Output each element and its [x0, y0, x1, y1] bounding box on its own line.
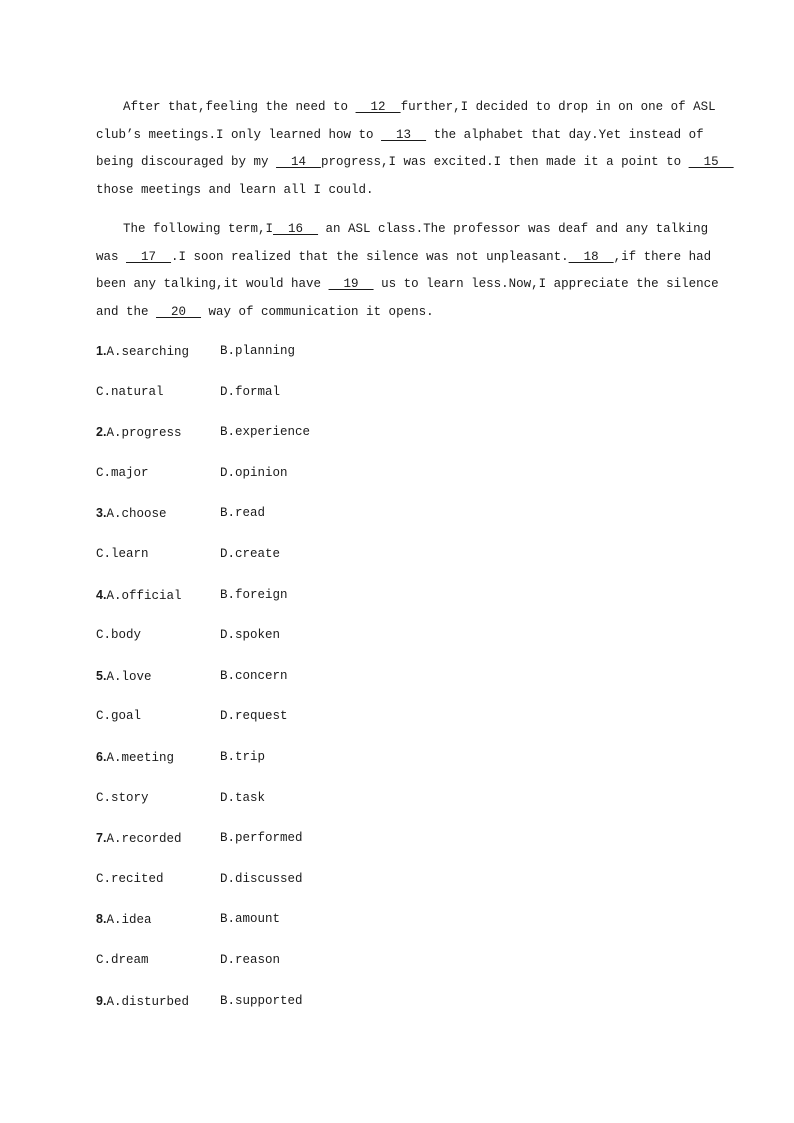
- option-text: C.natural: [96, 384, 164, 399]
- text-segment: was: [96, 249, 127, 264]
- option-left: [96, 664, 151, 689]
- text-segment: progress,I was excited.I then made it a point to: [321, 155, 689, 169]
- option-row: [96, 948, 496, 989]
- option-text: A.idea: [106, 913, 152, 928]
- option-row: [96, 542, 496, 583]
- option-text: A.official: [106, 588, 182, 603]
- question-number: 3.: [96, 506, 107, 521]
- option-right: D.reason: [220, 952, 281, 967]
- option-right: B.foreign: [220, 587, 288, 602]
- text-line: [96, 177, 694, 205]
- text-line: [96, 216, 709, 244]
- option-text: A.love: [106, 669, 152, 684]
- option-text: C.major: [96, 465, 149, 480]
- option-text: A.meeting: [106, 750, 174, 765]
- blank-number: 16: [273, 222, 319, 236]
- option-right: D.formal: [220, 384, 281, 399]
- text-segment: club’s meetings.I only learned how to: [96, 127, 382, 142]
- option-right: D.create: [220, 546, 281, 561]
- text-segment: further,I decided to drop in on one of ASL: [400, 100, 716, 114]
- option-row: [96, 745, 496, 786]
- option-left: [96, 989, 189, 1014]
- question-number: 1.: [96, 344, 107, 358]
- text-segment: those meetings and learn all I could.: [96, 182, 374, 197]
- text-line: [96, 244, 712, 272]
- option-left: [96, 867, 164, 891]
- paragraph: [96, 94, 734, 204]
- option-row: [96, 907, 496, 948]
- option-text: C.goal: [96, 709, 142, 724]
- text-segment: and the: [96, 304, 157, 319]
- option-row: [96, 501, 496, 542]
- option-left: [96, 907, 151, 932]
- option-text: A.progress: [106, 426, 182, 441]
- blank-number: 19: [328, 277, 374, 291]
- text-segment: The following term,I: [123, 222, 274, 236]
- text-line: [96, 299, 694, 327]
- option-left: [96, 339, 189, 364]
- text-segment: us to learn less.Now,I appreciate the silence: [373, 277, 719, 291]
- option-right: B.amount: [220, 912, 281, 927]
- option-text: C.learn: [96, 546, 149, 561]
- option-row: [96, 664, 496, 705]
- option-left: [96, 420, 181, 445]
- blank-number: 17: [126, 249, 172, 264]
- blank-number: 18: [568, 249, 614, 264]
- option-left: [96, 623, 141, 647]
- question-number: 7.: [96, 831, 107, 846]
- option-right: B.concern: [220, 668, 288, 683]
- text-segment: .I soon realized that the silence was not unpleasant.: [171, 249, 569, 264]
- option-right: B.experience: [220, 425, 311, 440]
- option-left: [96, 826, 181, 851]
- option-row: [96, 380, 496, 421]
- option-left: [96, 583, 181, 608]
- option-right: D.request: [220, 709, 288, 724]
- option-right: D.spoken: [220, 628, 281, 643]
- question-number: 9.: [96, 993, 107, 1008]
- text-segment: ,if there had: [613, 249, 712, 264]
- option-text: A.choose: [106, 507, 167, 522]
- options-list: [96, 339, 496, 1029]
- option-right: B.planning: [220, 344, 296, 358]
- option-left: [96, 786, 149, 810]
- option-right: D.discussed: [220, 871, 303, 886]
- text-segment: way of communication it opens.: [201, 304, 434, 319]
- text-line: [96, 94, 716, 122]
- option-right: D.task: [220, 790, 266, 805]
- passage: [96, 94, 734, 338]
- option-right: B.supported: [220, 993, 303, 1008]
- option-text: A.searching: [106, 345, 189, 359]
- option-right: B.trip: [220, 749, 266, 764]
- option-left: [96, 501, 166, 526]
- text-segment: After that,feeling the need to: [123, 100, 356, 114]
- question-number: 6.: [96, 749, 107, 764]
- option-row: [96, 704, 496, 745]
- option-row: [96, 339, 496, 380]
- blank-number: 15: [688, 155, 734, 169]
- option-right: D.opinion: [220, 465, 288, 480]
- option-left: [96, 542, 149, 566]
- option-right: B.read: [220, 506, 266, 521]
- option-text: C.dream: [96, 952, 149, 967]
- text-segment: being discouraged by my: [96, 155, 277, 169]
- question-number: 5.: [96, 668, 107, 683]
- text-segment: an ASL class.The professor was deaf and any talking: [318, 222, 709, 236]
- option-left: [96, 461, 149, 485]
- option-row: [96, 461, 496, 502]
- blank-number: 14: [276, 155, 322, 169]
- option-left: [96, 380, 164, 404]
- blank-number: 12: [355, 100, 401, 114]
- option-row: [96, 623, 496, 664]
- option-text: A.disturbed: [106, 994, 189, 1009]
- question-number: 4.: [96, 587, 107, 602]
- option-row: [96, 786, 496, 827]
- option-row: [96, 867, 496, 908]
- option-left: [96, 745, 174, 770]
- option-row: [96, 826, 496, 867]
- option-right: B.performed: [220, 831, 303, 846]
- text-line: [96, 122, 704, 150]
- question-number: 8.: [96, 912, 107, 927]
- option-row: [96, 583, 496, 624]
- option-text: A.recorded: [106, 832, 182, 847]
- option-row: [96, 420, 496, 461]
- text-segment: been any talking,it would have: [96, 277, 329, 291]
- blank-number: 13: [381, 127, 427, 142]
- option-left: [96, 704, 141, 728]
- question-number: 2.: [96, 425, 107, 440]
- text-line: [96, 271, 719, 299]
- option-text: C.story: [96, 790, 149, 805]
- text-line: [96, 149, 734, 177]
- option-left: [96, 948, 149, 972]
- text-segment: the alphabet that day.Yet instead of: [426, 127, 704, 142]
- option-row: [96, 989, 496, 1030]
- paragraph: [96, 216, 719, 326]
- blank-number: 20: [156, 304, 202, 319]
- option-text: C.recited: [96, 871, 164, 886]
- option-text: C.body: [96, 628, 142, 643]
